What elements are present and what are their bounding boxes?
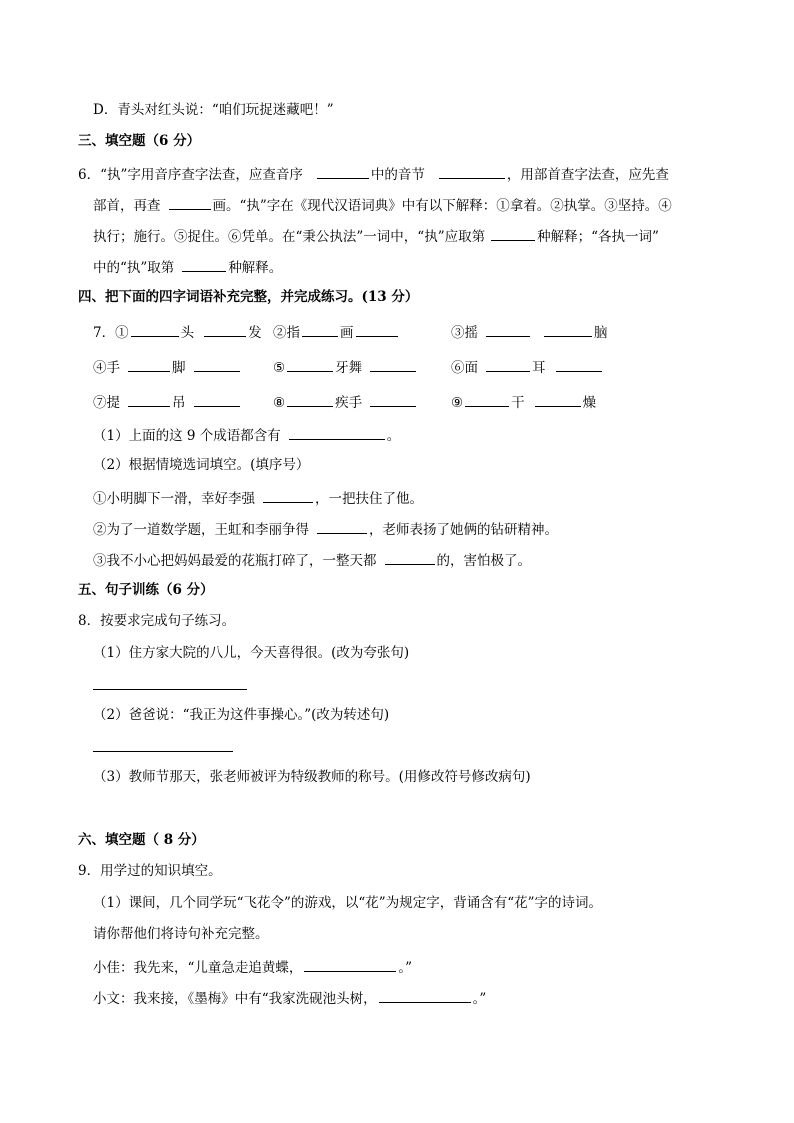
answer-blank[interactable] xyxy=(182,257,226,272)
q6-line-2: 部首，再查 画。“执”字在《现代汉语词典》中有以下解释：①拿着。②执掌。③坚持。④ xyxy=(93,195,672,215)
idiom-item-4: ④手 脚 xyxy=(93,357,242,377)
answer-blank[interactable] xyxy=(356,322,398,337)
answer-blank[interactable] xyxy=(556,357,602,372)
answer-blank[interactable] xyxy=(302,322,338,337)
idiom-item-8: ⑧ 疾手 xyxy=(273,392,418,412)
answer-blank[interactable] xyxy=(317,519,367,534)
answer-blank[interactable] xyxy=(263,488,313,503)
q8-item-1: （1）住方家大院的八儿，今天喜得很。(改为夸张句) xyxy=(93,645,410,661)
answer-blank[interactable] xyxy=(194,357,240,372)
section-3-title: 三、填空题（6 分） xyxy=(78,133,201,149)
q9-instruction: 请你帮他们将诗句补充完整。 xyxy=(93,926,269,942)
answer-blank[interactable] xyxy=(287,357,333,372)
q6-line-1: 6．“执”字用音序查字法查，应查音序 中的音节 ，用部首查字法查，应先查 xyxy=(78,164,669,184)
answer-blank[interactable] xyxy=(439,164,505,179)
q7-part-2: （2）根据情境选词填空。(填序号） xyxy=(93,457,310,473)
answer-blank[interactable] xyxy=(128,357,170,372)
answer-line[interactable] xyxy=(93,689,247,690)
idiom-item-3: ③摇 脑 xyxy=(451,322,608,342)
answer-blank[interactable] xyxy=(486,357,530,372)
answer-blank[interactable] xyxy=(204,322,246,337)
q7-sentence-1: ①小明脚下一滑，幸好李强 ，一把扶住了他。 xyxy=(93,488,423,508)
q7-sentence-3: ③我不小心把妈妈最爱的花瓶打碎了，一整天都 的，害怕极了。 xyxy=(93,550,531,570)
answer-blank[interactable] xyxy=(370,392,416,407)
q7-sentence-2: ②为了一道数学题，王虹和李丽争得 ，老师表扬了她俩的钻研精神。 xyxy=(93,519,558,539)
section-6-title: 六、填空题（ 8 分） xyxy=(78,832,205,848)
idiom-item-6: ⑥面 耳 xyxy=(451,357,604,377)
answer-blank[interactable] xyxy=(379,988,471,1003)
section-4-title: 四、把下面的四字词语补充完整，并完成练习。(13 分） xyxy=(78,289,419,305)
answer-blank[interactable] xyxy=(544,322,592,337)
q9-xiaowen-line: 小文：我来接，《墨梅》中有“我家洗砚池头树， 。” xyxy=(93,988,486,1008)
idiom-item-7: ⑦提 吊 xyxy=(93,392,242,412)
answer-line[interactable] xyxy=(93,751,233,752)
q9-xiaojia-line: 小佳：我先来，“儿童急走追黄蝶， 。” xyxy=(93,957,412,977)
idiom-item-2: ②指 画 xyxy=(273,322,400,342)
answer-blank[interactable] xyxy=(289,425,385,440)
answer-blank[interactable] xyxy=(491,226,535,241)
q8-intro: 8．按要求完成句子练习。 xyxy=(78,613,236,629)
q9-intro: 9．用学过的知识填空。 xyxy=(78,863,222,879)
idiom-item-9: ⑨ 干 燥 xyxy=(451,392,596,412)
q8-item-2: （2）爸爸说：“我正为这件事操心。”(改为转述句) xyxy=(93,707,390,723)
answer-blank[interactable] xyxy=(385,550,435,565)
idiom-item-5: ⑤ 牙舞 xyxy=(273,357,418,377)
answer-blank[interactable] xyxy=(128,392,170,407)
q9-item-1: （1）课间，几个同学玩“飞花令”的游戏，以“花”为规定字，背诵含有“花”字的诗词。 xyxy=(93,895,602,911)
answer-blank[interactable] xyxy=(535,392,581,407)
q7-part-1: （1）上面的这 9 个成语都含有 。 xyxy=(93,425,400,445)
q8-item-3: （3）教师节那天，张老师被评为特级教师的称号。(用修改符号修改病句) xyxy=(93,769,531,785)
idiom-item-1: 7．① 头 发 xyxy=(93,322,262,342)
answer-blank[interactable] xyxy=(304,957,396,972)
answer-blank[interactable] xyxy=(317,164,369,179)
answer-blank[interactable] xyxy=(131,322,179,337)
answer-blank[interactable] xyxy=(486,322,530,337)
answer-blank[interactable] xyxy=(169,195,211,210)
answer-blank[interactable] xyxy=(194,392,240,407)
q6-line-4: 中的“执”取第 种解释。 xyxy=(93,257,282,277)
q5-option-d: D．青头对红头说：“咱们玩捉迷藏吧！” xyxy=(93,102,334,118)
answer-blank[interactable] xyxy=(287,392,333,407)
section-5-title: 五、句子训练（6 分） xyxy=(78,582,214,598)
answer-blank[interactable] xyxy=(465,392,509,407)
answer-blank[interactable] xyxy=(370,357,416,372)
q6-line-3: 执行；施行。⑤捉住。⑥凭单。在“秉公执法”一词中，“执”应取第 种解释；“各执一词” xyxy=(93,226,659,246)
